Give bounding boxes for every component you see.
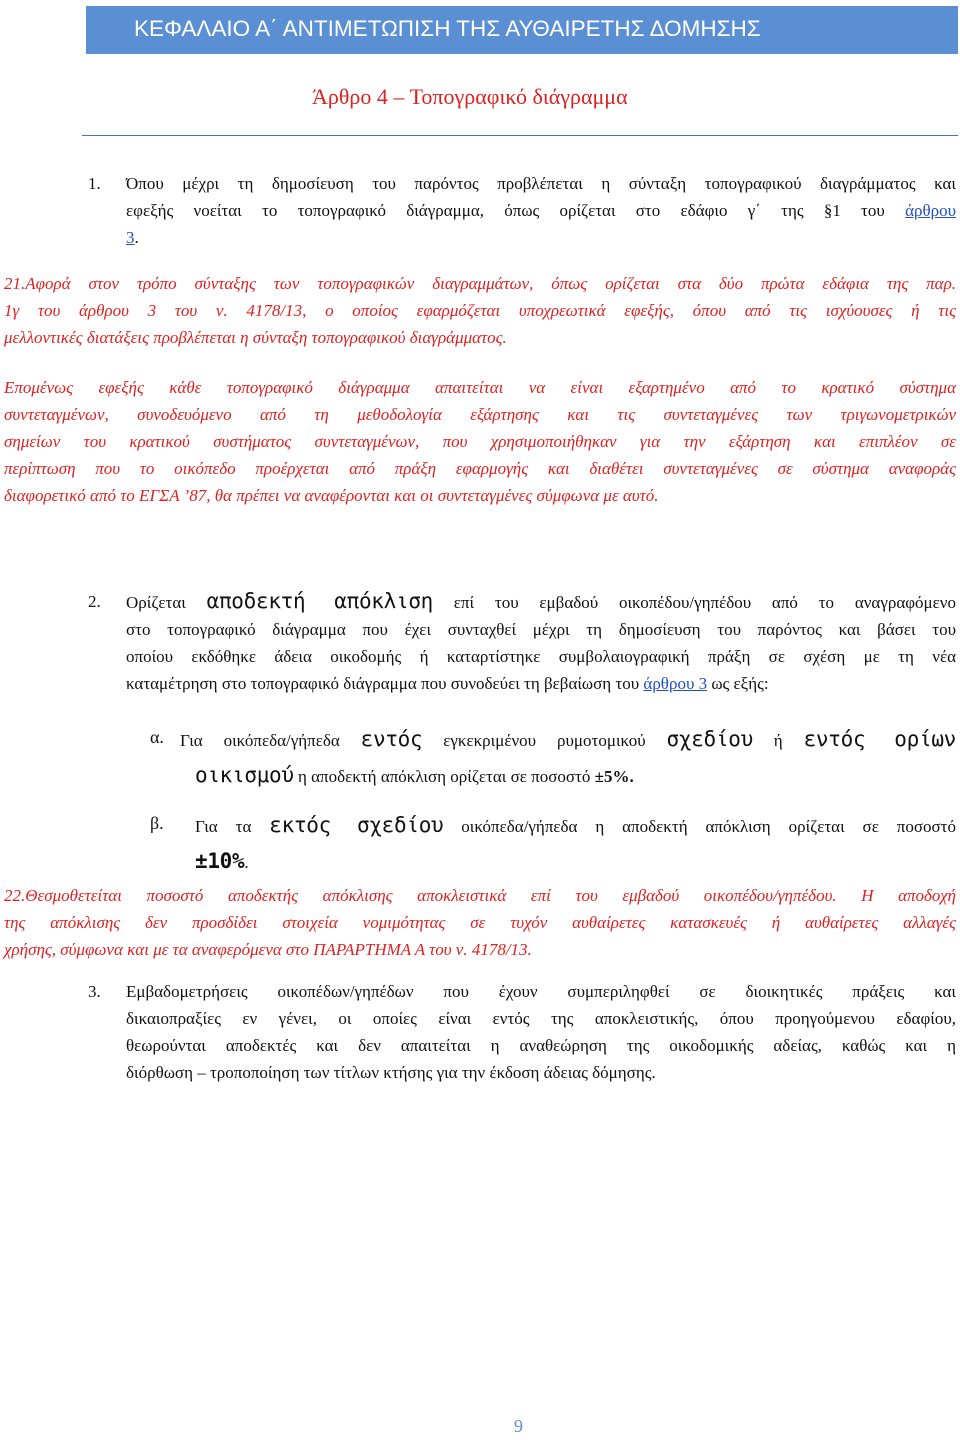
chapter-title: ΚΕΦΑΛΑΙΟ Α΄ ΑΝΤΙΜΕΤΩΠΙΣΗ ΤΗΣ ΑΥΘΑΙΡΕΤΗΣ ΔΟΜΗΣΗΣ: [134, 16, 761, 41]
note-21-line: μελλοντικές διατάξεις προβλέπεται η σύνταξη τοπογραφικού διαγράμματος.: [4, 328, 507, 347]
item-2-line: στο τοπογραφικό διάγραμμα που έχει συνταχθεί μέχρι τη δημοσίευση του παρόντος και βάσει του: [126, 620, 956, 639]
page-number: 9: [514, 1416, 523, 1436]
consequently-line: περίπτωση που το οικόπεδο προέρχεται από πράξη εφαρμογής και διαθέτει συντεταγμένες σε σύστημα αναφοράς: [4, 459, 956, 478]
note-22-line: της απόκλισης δεν προσδίδει στοιχεία νομιμότητας σε τυχόν αυθαίρετες κατασκευές ή αυθαίρετες αλλαγές: [4, 913, 956, 932]
note-21-line: 1γ του άρθρου 3 του ν. 4178/13, ο οποίος εφαρμόζεται υποχρεωτικά εφεξής, όπου από τις ισχύουσες ή τις: [4, 301, 956, 320]
note-21-line: 21.Αφορά στον τρόπο σύνταξης των τοπογραφικών διαγραμμάτων, όπως ορίζεται στα δύο πρώτα εδάφια της παρ.: [4, 274, 956, 293]
article-3-link-number[interactable]: 3: [126, 228, 135, 247]
acceptable-deviation-emphasis: αποδεκτή απόκλιση: [206, 589, 433, 613]
article-title: Άρθρο 4 – Τοπογραφικό διάγραμμα: [312, 84, 628, 109]
item-2-line: Ορίζεται αποδεκτή απόκλιση επί του εμβαδού οικοπέδου/γηπέδου από το αναγραφόμενο: [126, 589, 956, 613]
item-2-number: 2.: [88, 592, 101, 611]
consequently-line: Επομένως εφεξής κάθε τοπογραφικό διάγραμμα απαιτείται να είναι εξαρτημένο από το κρατικό σύστημα: [4, 378, 956, 397]
item-3-line: διόρθωση – τροποποίηση των τίτλων κτήσης για την έκδοση άδειας δόμησης.: [126, 1063, 656, 1082]
sub-item-a-marker: α.: [150, 727, 164, 747]
sub-item-b-text: [195, 808, 956, 880]
sub-item-a-line: οικισμού η αποδεκτή απόκλιση ορίζεται σε ποσοστό ±5%.: [195, 763, 634, 787]
item-1-line: 3.: [126, 228, 139, 247]
item-3-line: θεωρούνται αποδεκτές και δεν απαιτείται η αναθεώρηση της οικοδομικής αδείας, καθώς και η: [126, 1036, 956, 1055]
item-1-line: Όπου μέχρι τη δημοσίευση του παρόντος προβλέπεται η σύνταξη τοπογραφικού διαγράμματος και: [126, 174, 956, 193]
consequently-paragraph: [4, 374, 956, 509]
item-3-line: Εμβαδομετρήσεις οικοπέδων/γηπέδων που έχουν συμπεριληφθεί σε διοικητικές πράξεις και: [126, 982, 956, 1001]
note-22-line: 22.Θεσμοθετείται ποσοστό αποδεκτής απόκλισης αποκλειστικά επί του εμβαδού οικοπέδου/γηπέδου. Η αποδοχή: [4, 886, 956, 905]
item-2-text: [126, 588, 956, 697]
article-3-link-2[interactable]: άρθρου 3: [643, 674, 708, 693]
item-2-line: καταμέτρηση στο τοπογραφικό διάγραμμα που συνοδεύει τη βεβαίωση του άρθρου 3 ως εξής:: [126, 674, 769, 693]
item-3-number: 3.: [88, 982, 101, 1001]
sub-item-a-line: Για οικόπεδα/γήπεδα εντός εγκεκριμένου ρυμοτομικού σχεδίου ή εντός ορίων: [180, 727, 957, 751]
item-1-line: εφεξής νοείται το τοπογραφικό διάγραμμα, όπως ορίζεται στο εδάφιο γ΄ της §1 του άρθρου: [126, 201, 956, 220]
consequently-line: συντεταγμένων, συνοδευόμενο από τη μεθοδολογία εξάρτησης και τις συντεταγμένες των τριγωνομετρικών: [4, 405, 956, 424]
item-3-line: δικαιοπραξίες εν γένει, οι οποίες είναι εντός της αποκλειστικής, όπου προηγούμενου εδαφίου,: [126, 1009, 956, 1028]
sub-item-a-text: [180, 722, 956, 794]
sub-item-b-line: Για τα εκτός σχεδίου οικόπεδα/γήπεδα η αποδεκτή απόκλιση ορίζεται σε ποσοστό: [195, 813, 956, 837]
article-3-link[interactable]: άρθρου: [905, 201, 956, 220]
deviation-5-percent: ±5%.: [594, 767, 634, 786]
item-1-text: [126, 170, 956, 251]
note-22: [4, 882, 956, 963]
item-1-number: 1.: [88, 174, 101, 193]
title-divider: [82, 135, 958, 136]
sub-item-b-line: ±10%.: [195, 849, 249, 873]
consequently-line: διαφορετικό από το ΕΓΣΑ ’87, θα πρέπει να αναφέρονται και οι συντεταγμένες σύμφωνα με αυτό.: [4, 486, 659, 505]
item-3-text: [126, 978, 956, 1086]
note-21: [4, 270, 956, 351]
consequently-line: σημείων του κρατικού συστήματος συντεταγμένων, που χρησιμοποιήθηκαν για την εξάρτηση και επιπλέον σε: [4, 432, 956, 451]
chapter-banner: [86, 6, 958, 54]
item-2-line: οποίου εκδόθηκε άδεια οικοδομής ή καταρτίστηκε συμβολαιογραφική πράξη σε σχέση με τη νέα: [126, 647, 956, 666]
sub-item-b-marker: β.: [150, 813, 164, 833]
note-22-line: χρήσης, σύμφωνα και με τα αναφερόμενα στο ΠΑΡΑΡΤΗΜΑ Α του ν. 4178/13.: [4, 940, 532, 959]
deviation-10-percent: ±10%: [195, 849, 245, 873]
